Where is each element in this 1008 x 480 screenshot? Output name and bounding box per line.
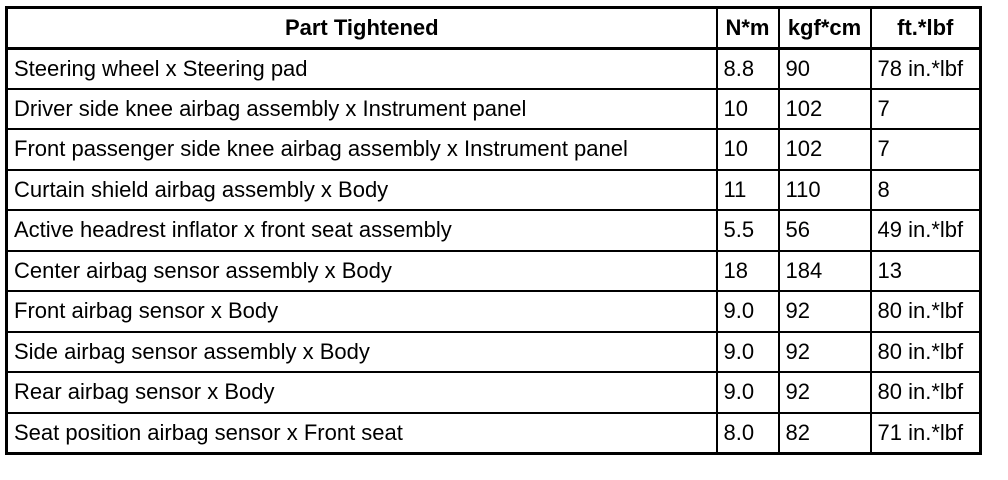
table-row xyxy=(7,372,981,413)
header-kgf-cm: kgf*cm xyxy=(779,8,871,49)
cell-ft-lbf: 80 in.*lbf xyxy=(871,332,981,373)
cell-ft-lbf: 80 in.*lbf xyxy=(871,372,981,413)
table-row xyxy=(7,129,981,170)
table-row xyxy=(7,332,981,373)
cell-nm: 8.8 xyxy=(717,48,779,89)
table-row xyxy=(7,48,981,89)
cell-ft-lbf: 7 xyxy=(871,89,981,130)
table-row xyxy=(7,251,981,292)
cell-nm: 9.0 xyxy=(717,372,779,413)
table-header-row xyxy=(7,8,981,49)
header-ft-lbf: ft.*lbf xyxy=(871,8,981,49)
cell-nm: 8.0 xyxy=(717,413,779,454)
cell-part: Active headrest inflator x front seat assembly xyxy=(7,210,717,251)
cell-part: Seat position airbag sensor x Front seat xyxy=(7,413,717,454)
cell-ft-lbf: 49 in.*lbf xyxy=(871,210,981,251)
table-row xyxy=(7,89,981,130)
cell-nm: 11 xyxy=(717,170,779,211)
cell-kgf-cm: 56 xyxy=(779,210,871,251)
cell-kgf-cm: 92 xyxy=(779,291,871,332)
cell-nm: 10 xyxy=(717,129,779,170)
cell-nm: 9.0 xyxy=(717,332,779,373)
cell-kgf-cm: 82 xyxy=(779,413,871,454)
torque-specification-table xyxy=(5,6,982,455)
header-newton-meter: N*m xyxy=(717,8,779,49)
cell-nm: 10 xyxy=(717,89,779,130)
cell-kgf-cm: 102 xyxy=(779,89,871,130)
cell-part: Side airbag sensor assembly x Body xyxy=(7,332,717,373)
cell-kgf-cm: 92 xyxy=(779,332,871,373)
cell-kgf-cm: 92 xyxy=(779,372,871,413)
cell-ft-lbf: 71 in.*lbf xyxy=(871,413,981,454)
table-row xyxy=(7,291,981,332)
cell-ft-lbf: 7 xyxy=(871,129,981,170)
cell-kgf-cm: 102 xyxy=(779,129,871,170)
cell-ft-lbf: 8 xyxy=(871,170,981,211)
cell-part: Steering wheel x Steering pad xyxy=(7,48,717,89)
cell-nm: 9.0 xyxy=(717,291,779,332)
cell-part: Front passenger side knee airbag assembly x Instrument panel xyxy=(7,129,717,170)
cell-nm: 18 xyxy=(717,251,779,292)
cell-nm: 5.5 xyxy=(717,210,779,251)
cell-ft-lbf: 78 in.*lbf xyxy=(871,48,981,89)
table-row xyxy=(7,170,981,211)
cell-part: Curtain shield airbag assembly x Body xyxy=(7,170,717,211)
header-part-tightened: Part Tightened xyxy=(7,8,717,49)
cell-part: Center airbag sensor assembly x Body xyxy=(7,251,717,292)
cell-part: Rear airbag sensor x Body xyxy=(7,372,717,413)
cell-part: Front airbag sensor x Body xyxy=(7,291,717,332)
cell-kgf-cm: 90 xyxy=(779,48,871,89)
cell-kgf-cm: 184 xyxy=(779,251,871,292)
table-row xyxy=(7,413,981,454)
cell-part: Driver side knee airbag assembly x Instrument panel xyxy=(7,89,717,130)
cell-ft-lbf: 13 xyxy=(871,251,981,292)
cell-ft-lbf: 80 in.*lbf xyxy=(871,291,981,332)
table-row xyxy=(7,210,981,251)
cell-kgf-cm: 110 xyxy=(779,170,871,211)
